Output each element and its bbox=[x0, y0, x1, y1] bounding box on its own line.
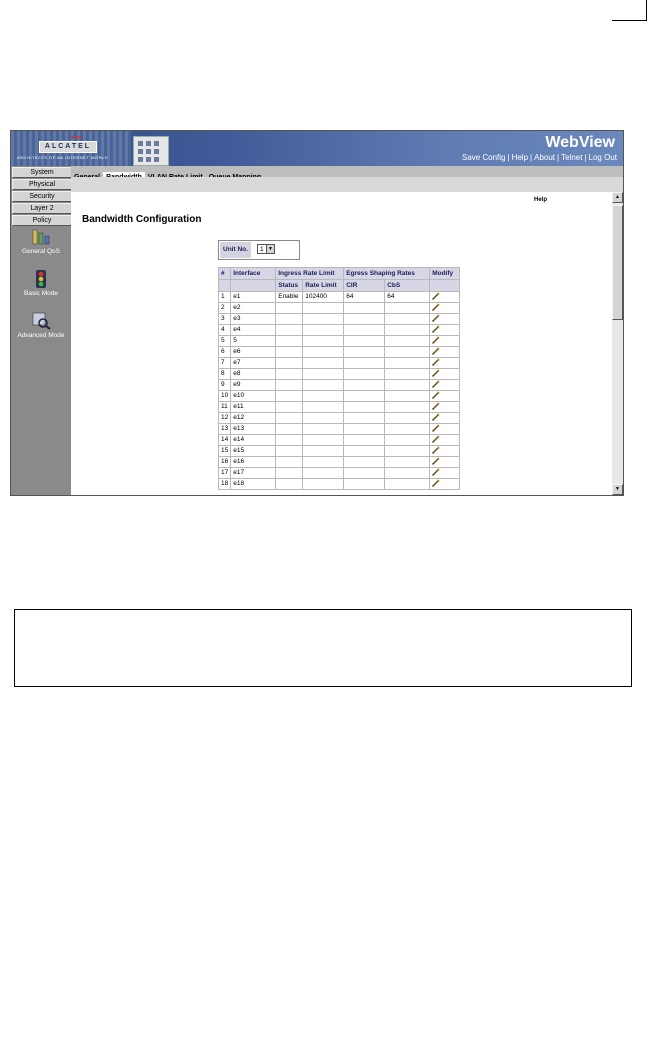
row-modify bbox=[430, 292, 460, 303]
row-cir bbox=[344, 303, 385, 314]
row-interface: e9 bbox=[231, 380, 276, 391]
row-num: 17 bbox=[219, 468, 231, 479]
advanced-mode-icon bbox=[31, 312, 51, 330]
pencil-icon[interactable] bbox=[432, 391, 440, 399]
table-row bbox=[219, 369, 460, 380]
row-rate-limit bbox=[303, 325, 344, 336]
table-row bbox=[219, 347, 460, 358]
row-rate-limit bbox=[303, 479, 344, 490]
row-interface: e17 bbox=[231, 468, 276, 479]
col-ingress: Ingress Rate Limit bbox=[276, 268, 344, 280]
row-num: 10 bbox=[219, 391, 231, 402]
col-empty bbox=[219, 280, 231, 292]
row-modify bbox=[430, 424, 460, 435]
page-corner-mark bbox=[612, 0, 647, 21]
row-interface: e11 bbox=[231, 402, 276, 413]
row-num: 7 bbox=[219, 358, 231, 369]
unit-label: Unit No. bbox=[220, 242, 251, 258]
row-num: 14 bbox=[219, 435, 231, 446]
row-cir bbox=[344, 402, 385, 413]
row-cir bbox=[344, 413, 385, 424]
note-box bbox=[14, 609, 632, 687]
page-title: Bandwidth Configuration bbox=[82, 214, 202, 225]
row-modify bbox=[430, 435, 460, 446]
row-interface: e15 bbox=[231, 446, 276, 457]
row-modify bbox=[430, 468, 460, 479]
table-row bbox=[219, 435, 460, 446]
row-modify bbox=[430, 413, 460, 424]
row-num: 13 bbox=[219, 424, 231, 435]
row-rate-limit: 102400 bbox=[303, 292, 344, 303]
row-modify bbox=[430, 314, 460, 325]
chevron-down-icon[interactable]: ▼ bbox=[266, 245, 274, 253]
about-link[interactable]: About bbox=[534, 153, 556, 162]
row-cbs bbox=[385, 468, 430, 479]
row-status bbox=[276, 446, 303, 457]
log-out-link[interactable]: Log Out bbox=[588, 153, 617, 162]
table-row bbox=[219, 303, 460, 314]
row-rate-limit bbox=[303, 336, 344, 347]
row-num: 2 bbox=[219, 303, 231, 314]
row-cir: 64 bbox=[344, 292, 385, 303]
row-status bbox=[276, 402, 303, 413]
row-cbs bbox=[385, 402, 430, 413]
scroll-up-button[interactable]: ▲ bbox=[612, 192, 623, 203]
row-cbs bbox=[385, 380, 430, 391]
row-rate-limit bbox=[303, 413, 344, 424]
mode-basic[interactable] bbox=[11, 270, 71, 297]
row-status bbox=[276, 413, 303, 424]
webview-screenshot bbox=[10, 130, 624, 496]
col-cir: CIR bbox=[344, 280, 385, 292]
table-row bbox=[219, 380, 460, 391]
row-num: 16 bbox=[219, 457, 231, 468]
help-link[interactable]: Help bbox=[534, 197, 548, 203]
sub-toolbar bbox=[71, 177, 623, 192]
sidebar bbox=[11, 166, 71, 495]
row-cbs bbox=[385, 457, 430, 468]
row-cbs bbox=[385, 424, 430, 435]
row-cbs bbox=[385, 446, 430, 457]
row-status bbox=[276, 358, 303, 369]
table-row bbox=[219, 468, 460, 479]
unit-selector bbox=[218, 240, 300, 260]
table-subheader-row bbox=[219, 280, 460, 292]
row-status bbox=[276, 391, 303, 402]
pencil-icon[interactable] bbox=[432, 292, 440, 300]
general-qos-icon bbox=[31, 228, 51, 246]
header-links bbox=[462, 153, 617, 162]
row-modify bbox=[430, 446, 460, 457]
row-num: 4 bbox=[219, 325, 231, 336]
row-cir bbox=[344, 446, 385, 457]
row-status bbox=[276, 336, 303, 347]
row-interface: e16 bbox=[231, 457, 276, 468]
row-rate-limit bbox=[303, 314, 344, 325]
row-cbs bbox=[385, 435, 430, 446]
row-rate-limit bbox=[303, 358, 344, 369]
row-cbs bbox=[385, 325, 430, 336]
row-cbs bbox=[385, 358, 430, 369]
table-row bbox=[219, 336, 460, 347]
row-cir bbox=[344, 314, 385, 325]
traffic-light-icon bbox=[31, 270, 51, 288]
row-num: 3 bbox=[219, 314, 231, 325]
table-row bbox=[219, 479, 460, 490]
row-rate-limit bbox=[303, 347, 344, 358]
row-modify bbox=[430, 391, 460, 402]
row-rate-limit bbox=[303, 402, 344, 413]
row-cbs: 64 bbox=[385, 292, 430, 303]
row-interface: 5 bbox=[231, 336, 276, 347]
webview-title: WebView bbox=[545, 134, 615, 151]
bandwidth-table bbox=[218, 267, 460, 490]
pencil-icon[interactable] bbox=[432, 413, 440, 421]
table-row bbox=[219, 358, 460, 369]
row-rate-limit bbox=[303, 369, 344, 380]
row-modify bbox=[430, 336, 460, 347]
pencil-icon[interactable] bbox=[432, 369, 440, 377]
pencil-icon[interactable] bbox=[432, 358, 440, 366]
nav-layer-2[interactable]: Layer 2 bbox=[12, 203, 72, 214]
building-icon bbox=[133, 136, 169, 166]
row-cbs bbox=[385, 303, 430, 314]
row-status bbox=[276, 369, 303, 380]
table-row bbox=[219, 457, 460, 468]
link-separator: | bbox=[507, 153, 510, 162]
link-separator: | bbox=[530, 153, 533, 162]
pencil-icon[interactable] bbox=[432, 446, 440, 454]
logo-text: ALCATEL bbox=[39, 141, 97, 153]
alcatel-logo bbox=[11, 131, 131, 166]
row-status bbox=[276, 325, 303, 336]
row-cbs bbox=[385, 391, 430, 402]
table-header-row bbox=[219, 268, 460, 280]
row-cir bbox=[344, 435, 385, 446]
col-status: Status bbox=[276, 280, 303, 292]
vertical-scrollbar[interactable] bbox=[612, 192, 623, 495]
col-empty bbox=[430, 280, 460, 292]
link-separator: | bbox=[557, 153, 560, 162]
logo-tagline: ARCHITECTS OF AN INTERNET WORLD bbox=[17, 155, 109, 160]
row-cir bbox=[344, 391, 385, 402]
row-status: Enable bbox=[276, 292, 303, 303]
row-status bbox=[276, 380, 303, 391]
pencil-icon[interactable] bbox=[432, 435, 440, 443]
nav-physical[interactable]: Physical bbox=[12, 179, 72, 190]
row-interface: e4 bbox=[231, 325, 276, 336]
tab-bar bbox=[71, 166, 623, 177]
row-cir bbox=[344, 325, 385, 336]
row-status bbox=[276, 424, 303, 435]
row-rate-limit bbox=[303, 380, 344, 391]
row-num: 11 bbox=[219, 402, 231, 413]
col-empty bbox=[231, 280, 276, 292]
row-num: 12 bbox=[219, 413, 231, 424]
row-cbs bbox=[385, 347, 430, 358]
row-status bbox=[276, 303, 303, 314]
row-num: 6 bbox=[219, 347, 231, 358]
row-modify bbox=[430, 358, 460, 369]
row-interface: e10 bbox=[231, 391, 276, 402]
mode-label: Advanced Mode bbox=[17, 332, 65, 339]
row-rate-limit bbox=[303, 457, 344, 468]
row-cbs bbox=[385, 314, 430, 325]
row-modify bbox=[430, 347, 460, 358]
row-cir bbox=[344, 380, 385, 391]
pencil-icon[interactable] bbox=[432, 479, 440, 487]
table-row bbox=[219, 424, 460, 435]
table-row bbox=[219, 391, 460, 402]
row-rate-limit bbox=[303, 391, 344, 402]
pencil-icon[interactable] bbox=[432, 457, 440, 465]
help-link-header[interactable]: Help bbox=[511, 153, 529, 162]
pencil-icon[interactable] bbox=[432, 402, 440, 410]
row-cir bbox=[344, 336, 385, 347]
row-status bbox=[276, 457, 303, 468]
logo-dots: ●●● bbox=[71, 135, 82, 141]
row-modify bbox=[430, 303, 460, 314]
pencil-icon[interactable] bbox=[432, 468, 440, 476]
row-interface: e2 bbox=[231, 303, 276, 314]
row-status bbox=[276, 314, 303, 325]
pencil-icon[interactable] bbox=[432, 380, 440, 388]
row-status bbox=[276, 468, 303, 479]
row-cir bbox=[344, 347, 385, 358]
row-modify bbox=[430, 457, 460, 468]
row-cir bbox=[344, 358, 385, 369]
row-modify bbox=[430, 402, 460, 413]
row-num: 1 bbox=[219, 292, 231, 303]
row-interface: e12 bbox=[231, 413, 276, 424]
row-cir bbox=[344, 468, 385, 479]
table-row bbox=[219, 325, 460, 336]
row-num: 9 bbox=[219, 380, 231, 391]
row-status bbox=[276, 435, 303, 446]
table-body bbox=[219, 292, 460, 490]
pencil-icon[interactable] bbox=[432, 325, 440, 333]
scroll-thumb[interactable] bbox=[612, 205, 623, 320]
row-status bbox=[276, 479, 303, 490]
row-modify bbox=[430, 479, 460, 490]
row-rate-limit bbox=[303, 424, 344, 435]
row-interface: e7 bbox=[231, 358, 276, 369]
table-row bbox=[219, 314, 460, 325]
unit-value: 1 bbox=[260, 246, 264, 253]
row-num: 5 bbox=[219, 336, 231, 347]
row-rate-limit bbox=[303, 435, 344, 446]
telnet-link[interactable]: Telnet bbox=[561, 153, 583, 162]
table-row bbox=[219, 446, 460, 457]
row-rate-limit bbox=[303, 468, 344, 479]
row-cbs bbox=[385, 369, 430, 380]
row-interface: e3 bbox=[231, 314, 276, 325]
unit-dropdown[interactable] bbox=[257, 244, 275, 254]
row-status bbox=[276, 347, 303, 358]
save-config-link[interactable]: Save Config bbox=[461, 153, 506, 162]
link-separator: | bbox=[584, 153, 587, 162]
row-cbs bbox=[385, 336, 430, 347]
mode-label: General QoS bbox=[22, 248, 60, 255]
table-row bbox=[219, 402, 460, 413]
row-modify bbox=[430, 380, 460, 391]
row-modify bbox=[430, 325, 460, 336]
content-area bbox=[71, 192, 612, 495]
col-egress: Egress Shaping Rates bbox=[344, 268, 430, 280]
row-cir bbox=[344, 479, 385, 490]
col-cbs: CbS bbox=[385, 280, 430, 292]
col-rate-limit: Rate Limit bbox=[303, 280, 344, 292]
scroll-down-button[interactable]: ▼ bbox=[612, 484, 623, 495]
nav-security[interactable]: Security bbox=[12, 191, 72, 202]
row-num: 8 bbox=[219, 369, 231, 380]
row-interface: e6 bbox=[231, 347, 276, 358]
banner bbox=[11, 131, 623, 166]
row-cbs bbox=[385, 413, 430, 424]
row-interface: e13 bbox=[231, 424, 276, 435]
table-row bbox=[219, 292, 460, 303]
col-interface: Interface bbox=[231, 268, 276, 280]
row-modify bbox=[430, 369, 460, 380]
row-cir bbox=[344, 369, 385, 380]
row-interface: e18 bbox=[231, 479, 276, 490]
pencil-icon[interactable] bbox=[432, 303, 440, 311]
row-interface: e8 bbox=[231, 369, 276, 380]
row-num: 15 bbox=[219, 446, 231, 457]
row-rate-limit bbox=[303, 446, 344, 457]
col-modify: Modify bbox=[430, 268, 460, 280]
table-row bbox=[219, 413, 460, 424]
col-num: # bbox=[219, 268, 231, 280]
nav-policy[interactable]: Policy bbox=[12, 215, 72, 226]
row-cir bbox=[344, 457, 385, 468]
nav-system[interactable]: System bbox=[12, 167, 72, 178]
row-rate-limit bbox=[303, 303, 344, 314]
mode-advanced[interactable] bbox=[11, 312, 71, 339]
pencil-icon[interactable] bbox=[432, 424, 440, 432]
pencil-icon[interactable] bbox=[432, 336, 440, 344]
pencil-icon[interactable] bbox=[432, 347, 440, 355]
row-interface: e1 bbox=[231, 292, 276, 303]
mode-label: Basic Mode bbox=[24, 290, 58, 297]
row-interface: e14 bbox=[231, 435, 276, 446]
row-cir bbox=[344, 424, 385, 435]
row-cbs bbox=[385, 479, 430, 490]
row-num: 18 bbox=[219, 479, 231, 490]
pencil-icon[interactable] bbox=[432, 314, 440, 322]
mode-general-qos[interactable] bbox=[11, 228, 71, 255]
